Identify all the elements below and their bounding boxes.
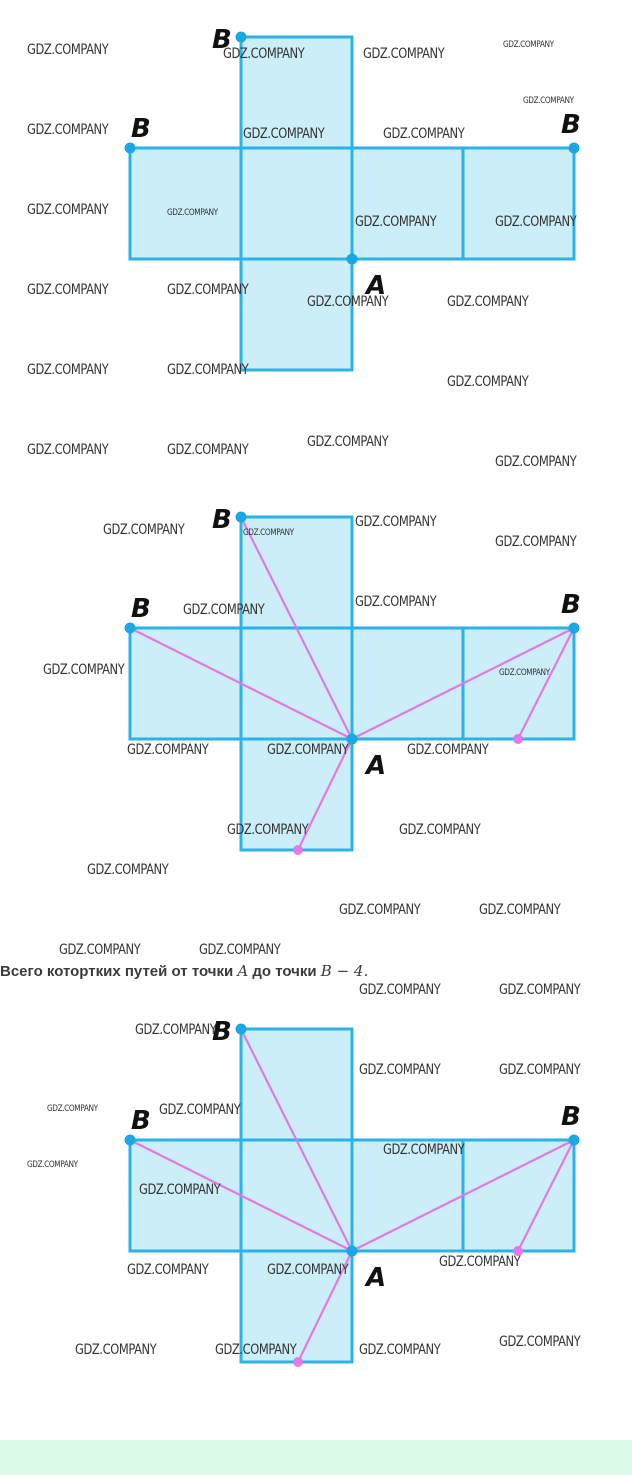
net-face xyxy=(352,1140,463,1251)
cube-net-svg-2 xyxy=(0,480,632,880)
net-face xyxy=(130,628,241,739)
path-endpoint-dot xyxy=(513,734,523,744)
point-b-dot xyxy=(236,1024,247,1035)
watermark: GDZ.COMPANY xyxy=(183,602,265,618)
watermark: GDZ.COMPANY xyxy=(167,442,249,458)
watermark: GDZ.COMPANY xyxy=(127,1262,209,1278)
caption-point-a: A xyxy=(237,962,249,980)
watermark: GDZ.COMPANY xyxy=(495,214,577,230)
watermark: GDZ.COMPANY xyxy=(27,282,109,298)
net-face xyxy=(130,1140,241,1251)
cube-net-figure-1 xyxy=(0,0,632,400)
point-a-dot xyxy=(347,254,358,265)
point-b-dot xyxy=(125,143,136,154)
watermark: GDZ.COMPANY xyxy=(243,126,325,142)
net-face xyxy=(241,517,352,628)
watermark: GDZ.COMPANY xyxy=(103,522,185,538)
watermark: GDZ.COMPANY xyxy=(139,1182,221,1198)
point-b-label: B xyxy=(561,110,581,140)
watermark: GDZ.COMPANY xyxy=(27,442,109,458)
watermark: GDZ.COMPANY xyxy=(159,1102,241,1118)
watermark: GDZ.COMPANY xyxy=(167,282,249,298)
point-a-label: A xyxy=(366,1263,387,1293)
watermark: GDZ.COMPANY xyxy=(359,982,441,998)
watermark: GDZ.COMPANY xyxy=(499,1334,581,1350)
watermark: GDZ.COMPANY xyxy=(267,742,349,758)
path-endpoint-dot xyxy=(513,1246,523,1256)
watermark: GDZ.COMPANY xyxy=(359,1342,441,1358)
net-face xyxy=(241,37,352,148)
watermark: GDZ.COMPANY xyxy=(359,1062,441,1078)
watermark: GDZ.COMPANY xyxy=(339,902,421,918)
bottom-bar xyxy=(0,1440,632,1475)
watermark: GDZ.COMPANY xyxy=(355,514,437,530)
watermark: GDZ.COMPANY xyxy=(47,1104,98,1114)
point-b-dot xyxy=(569,143,580,154)
point-a-label: A xyxy=(366,751,387,781)
point-b-dot xyxy=(569,1135,580,1146)
point-a-dot xyxy=(347,1246,358,1257)
watermark: GDZ.COMPANY xyxy=(495,454,577,470)
net-face xyxy=(241,259,352,370)
net-face xyxy=(352,628,463,739)
watermark: GDZ.COMPANY xyxy=(215,1342,297,1358)
point-b-label: B xyxy=(131,1106,151,1136)
caption-text: Всего котортких путей от точки xyxy=(0,963,238,980)
watermark: GDZ.COMPANY xyxy=(355,594,437,610)
net-face xyxy=(241,739,352,850)
caption-tail: − 4. xyxy=(331,962,369,980)
watermark: GDZ.COMPANY xyxy=(307,294,389,310)
watermark: GDZ.COMPANY xyxy=(27,1160,78,1170)
path-endpoint-dot xyxy=(293,1357,303,1367)
watermark: GDZ.COMPANY xyxy=(383,126,465,142)
net-face xyxy=(130,148,241,259)
watermark: GDZ.COMPANY xyxy=(87,862,169,878)
watermark: GDZ.COMPANY xyxy=(479,902,561,918)
watermark: GDZ.COMPANY xyxy=(267,1262,349,1278)
net-face xyxy=(463,628,574,739)
net-face xyxy=(463,148,577,259)
watermark: GDZ.COMPANY xyxy=(59,942,141,958)
point-b-label: B xyxy=(561,1102,581,1132)
watermark: GDZ.COMPANY xyxy=(127,742,209,758)
watermark: GDZ.COMPANY xyxy=(499,668,550,678)
watermark: GDZ.COMPANY xyxy=(355,214,437,230)
point-b-label: B xyxy=(212,1017,232,1047)
watermark: GDZ.COMPANY xyxy=(27,122,109,138)
watermark: GDZ.COMPANY xyxy=(227,822,309,838)
point-b-label: B xyxy=(131,594,151,624)
point-b-dot xyxy=(125,1135,136,1146)
point-b-label: B xyxy=(561,590,581,620)
caption-middle: до точки xyxy=(248,963,321,980)
caption-point-b: B xyxy=(320,962,332,980)
point-b-dot xyxy=(569,623,580,634)
point-b-label: B xyxy=(212,25,232,55)
cube-net-figure-2 xyxy=(0,480,632,880)
watermark: GDZ.COMPANY xyxy=(243,528,294,538)
watermark: GDZ.COMPANY xyxy=(495,534,577,550)
watermark: GDZ.COMPANY xyxy=(75,1342,157,1358)
watermark: GDZ.COMPANY xyxy=(27,42,109,58)
point-b-dot xyxy=(236,512,247,523)
watermark: GDZ.COMPANY xyxy=(499,1062,581,1078)
watermark: GDZ.COMPANY xyxy=(135,1022,217,1038)
watermark: GDZ.COMPANY xyxy=(307,434,389,450)
net-face xyxy=(241,1140,352,1251)
watermark: GDZ.COMPANY xyxy=(363,46,445,62)
watermark: GDZ.COMPANY xyxy=(383,1142,465,1158)
watermark: GDZ.COMPANY xyxy=(439,1254,521,1270)
watermark: GDZ.COMPANY xyxy=(499,982,581,998)
net-face xyxy=(463,1140,574,1251)
watermark: GDZ.COMPANY xyxy=(407,742,489,758)
cube-net-svg-1 xyxy=(0,0,632,400)
point-a-label: A xyxy=(366,271,387,301)
net-face xyxy=(241,148,352,259)
watermark: GDZ.COMPANY xyxy=(199,942,281,958)
watermark: GDZ.COMPANY xyxy=(43,662,125,678)
watermark: GDZ.COMPANY xyxy=(447,294,529,310)
point-b-label: B xyxy=(131,114,151,144)
net-face xyxy=(241,628,352,739)
watermark: GDZ.COMPANY xyxy=(27,362,109,378)
answer-caption xyxy=(0,962,632,980)
net-face xyxy=(241,1029,352,1140)
watermark: GDZ.COMPANY xyxy=(167,208,218,218)
watermark: GDZ.COMPANY xyxy=(27,202,109,218)
watermark: GDZ.COMPANY xyxy=(447,374,529,390)
cube-net-figure-3 xyxy=(0,992,632,1392)
point-a-dot xyxy=(347,734,358,745)
point-b-dot xyxy=(125,623,136,634)
cube-net-svg-3 xyxy=(0,992,632,1392)
watermark: GDZ.COMPANY xyxy=(223,46,305,62)
watermark: GDZ.COMPANY xyxy=(523,96,574,106)
net-face xyxy=(352,148,463,259)
watermark: GDZ.COMPANY xyxy=(503,40,554,50)
point-b-label: B xyxy=(212,505,232,535)
watermark: GDZ.COMPANY xyxy=(167,362,249,378)
net-face xyxy=(241,1251,352,1362)
point-b-dot xyxy=(236,32,247,43)
watermark: GDZ.COMPANY xyxy=(399,822,481,838)
path-endpoint-dot xyxy=(293,845,303,855)
